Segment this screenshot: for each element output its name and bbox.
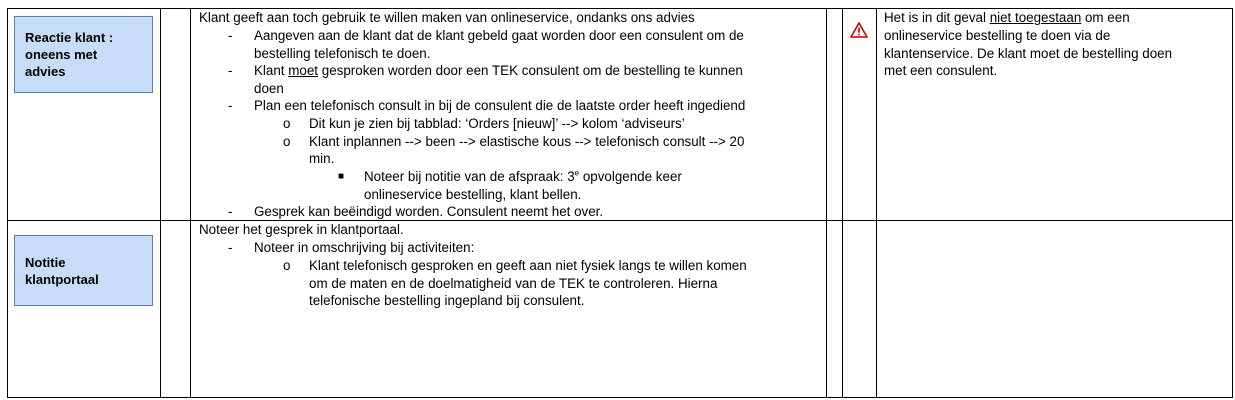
- row1-item-line: doen: [254, 81, 284, 96]
- row2-subitem-line: telefonische bestelling ingepland bij consulent.: [309, 293, 585, 308]
- text-part: opvolgende keer: [579, 169, 682, 184]
- note-line: onlineservice bestelling te doen via de: [884, 28, 1111, 43]
- label-line: advies: [25, 64, 66, 79]
- dash-bullet: -: [228, 98, 233, 113]
- label-line: oneens met: [25, 47, 98, 62]
- row-label-reactie-klant: [14, 16, 153, 93]
- row1-item-line: Plan een telefonisch consult in bij de consulent die de laatste order heeft ingediend: [254, 98, 746, 113]
- row-label-notitie-klantportaal: [14, 235, 153, 306]
- row1-subsub-line: onlineservice bestelling, klant bellen.: [364, 187, 582, 202]
- row1-item-line: Gesprek kan beëindigd worden. Consulent neemt het over.: [254, 204, 604, 219]
- row2-subitem-line: Klant telefonisch gesproken en geeft aan niet fysiek langs te willen komen: [309, 258, 747, 273]
- label-line: Reactie klant :: [25, 30, 114, 45]
- dash-bullet: -: [228, 204, 233, 219]
- row1-item-line: bestelling telefonisch te doen.: [254, 46, 431, 61]
- row2-subitem-line: om de maten en de doelmatigheid van de TEK te controleren. Hierna: [309, 276, 718, 291]
- dash-bullet: -: [228, 240, 233, 255]
- text-part: Het is in dit geval: [884, 10, 990, 25]
- col-border: [876, 8, 877, 398]
- row1-subsub-line: [364, 168, 682, 186]
- label-line: klantportaal: [25, 271, 99, 287]
- col-border: [7, 8, 8, 398]
- col-border: [1232, 8, 1233, 398]
- col-border: [160, 8, 161, 398]
- col-border: [842, 8, 843, 398]
- row1-item-moet: [254, 62, 743, 80]
- col-border: [826, 8, 827, 398]
- warning-triangle-icon: [850, 22, 868, 38]
- text-part: Klant: [254, 63, 289, 78]
- circle-bullet: o: [283, 258, 291, 273]
- superscript: e: [574, 168, 580, 178]
- circle-bullet: o: [283, 116, 291, 131]
- note-line: [884, 9, 1130, 27]
- row2-item-line: Noteer in omschrijving bij activiteiten:: [254, 240, 475, 255]
- underlined-text: niet toegestaan: [989, 10, 1082, 25]
- col-border: [190, 8, 191, 398]
- note-line: met een consulent.: [884, 63, 998, 78]
- row1-subitem-line: Klant inplannen --> been --> elastische kous --> telefonisch consult --> 20: [309, 134, 745, 149]
- text-part: gesproken worden door een TEK consulent om de bestelling te kunnen: [318, 63, 743, 78]
- circle-bullet: o: [283, 134, 291, 149]
- underlined-text: moet: [288, 63, 319, 78]
- row1-subitem-line: Dit kun je zien bij tabblad: ‘Orders [nieuw]’ --> kolom ‘adviseurs’: [309, 116, 685, 131]
- dash-bullet: -: [228, 63, 233, 78]
- row2-intro: Noteer het gesprek in klantportaal.: [199, 222, 404, 237]
- text-part: om een: [1081, 10, 1130, 25]
- row1-item-line: Aangeven aan de klant dat de klant gebeld gaat worden door een consulent om de: [254, 28, 744, 43]
- dash-bullet: -: [228, 28, 233, 43]
- label-line: Notitie: [25, 254, 66, 270]
- note-line: klantenservice. De klant moet de bestelling doen: [884, 46, 1173, 61]
- square-bullet: ■: [338, 171, 345, 182]
- row1-intro: Klant geeft aan toch gebruik te willen maken van onlineservice, ondanks ons advies: [199, 10, 695, 25]
- text-part: Noteer bij notitie van de afspraak: 3: [364, 169, 575, 184]
- row1-subitem-line: min.: [309, 151, 335, 166]
